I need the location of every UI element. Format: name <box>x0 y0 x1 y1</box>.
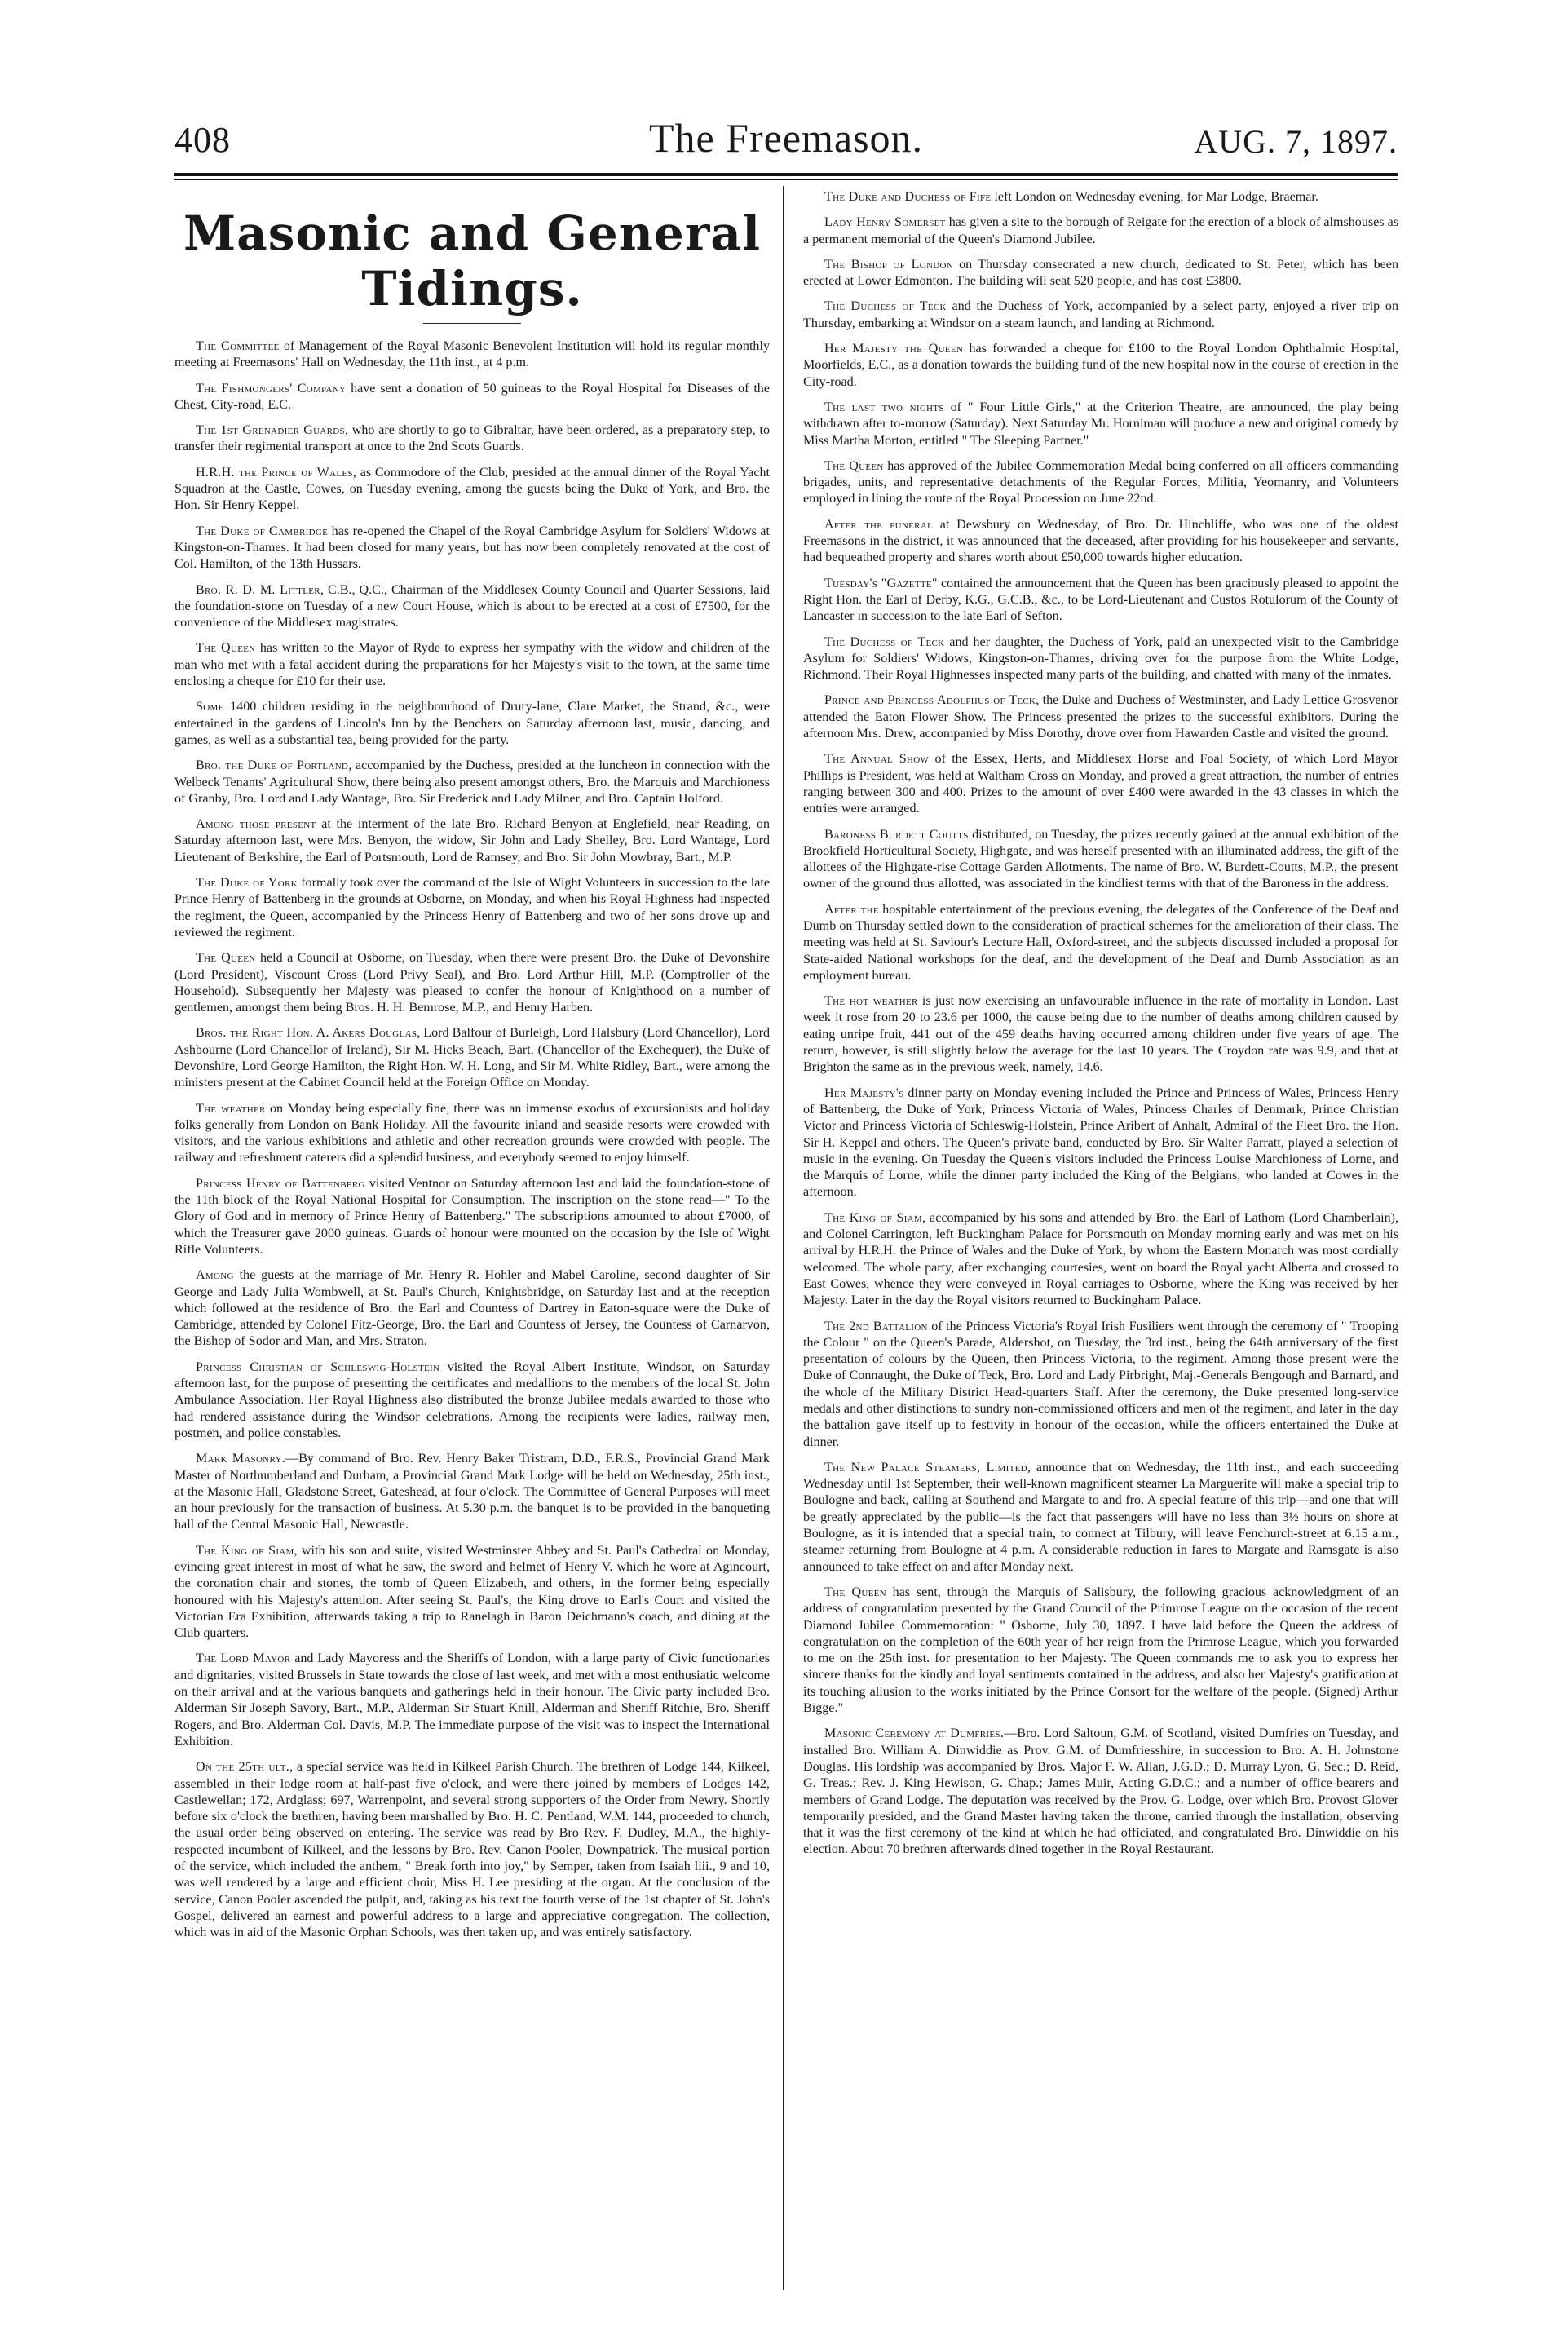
news-paragraph <box>803 827 1398 893</box>
paragraph-body: , accompanied by his sons and attended by Bro. the Earl of Lathom (Lord Chamberlain), and Colonel Carrington, left Buckingham Palace for Portsmouth on Monday morning early and was met on his arrival by H.R.H. the Prince of Wales and the Duke of York, by whom the Eastern Monarch was most cordially welcomed. The whole party, after exchanging courtesies, went on board the Royal yacht Alberta and crossed to East Cowes, whence they were conveyed in Royal carriages to Osborne, where the King was received by her Majesty. Later in the day the Royal visitors returned to Buckingham Palace. <box>803 1210 1399 1308</box>
paragraph-body: contained the announcement that the Queen has been graciously pleased to appoint the Right Hon. the Earl of Derby, K.G., G.C.B., &c., to be Lord-Lieutenant and Custos Rotulorum of the County of Lancaster in succession to the late Earl of Sefton. <box>803 576 1398 624</box>
paragraph-lead: The Fishmongers' Company <box>196 381 347 396</box>
paragraph-lead: The Duke of York <box>196 876 298 891</box>
paragraph-lead: After the funeral <box>824 517 934 532</box>
paragraph-body: formally took over the command of the Isle of Wight Volunteers in succession to the late Prince Henry of Battenberg in the grounds at Osborne, on Monday, and when his Royal Highness had inspected the regiment, the Queen, accompanied by the Princess Henry of Battenberg and two of her sons drove up and reviewed the regiment. <box>174 876 771 940</box>
paragraph-body: , Lord Balfour of Burleigh, Lord Halsbury (Lord Chancellor), Lord Ashbourne (Lord Chancellor of Ireland), Sir M. Hicks Beach, Bart. (Chancellor of the Exchequer), the Duke of Devonshire, Lord George Hamilton, the Right Hon. W. H. Long, and Sir M. White Ridley, Bart., were among the ministers present at the Cabinet Council held at the Foreign Office on Monday. <box>174 1026 770 1090</box>
paragraph-body: , accompanied by the Duchess, presided at the luncheon in connection with the Welbeck Tenants' Agricultural Show, there being also present amongst others, Bro. the Marquis and Marchioness of Granby, Bro. Lord and Lady Wantage, Bro. Sir Frederick and Lady Milner, and Bro. Captain Holford. <box>174 758 770 806</box>
news-paragraph <box>174 640 770 690</box>
paragraph-body: , a special service was held in Kilkeel Parish Church. The brethren of Lodge 144, Kilkeel, assembled in their lodge room at half-past five o'clock, and were there joined by members of Lodges 142, Castlewellan; 172, Ardglass; 697, Warrenpoint, and several strong supporters of the Order from Newry. Shortly before six o'clock the brethren, having been marshalled by Bro. H. C. Pentland, W.M. 144, proceeded to church, the usual order being observed on entering. The service was read by Bro Rev. F. Dudley, M.A., the highly-respected incumbent of Kilkeel, and the lessons by Bro. Rev. Canon Pooler, Downpatrick. The musical portion of the service, which included the anthem, " Break forth into joy," by Semper, taken from Isaiah liii., 9 and 10, was well rendered by a large and efficient choir, Miss H. Lee presiding at the organ. At the conclusion of the service, Canon Pooler ascended the pulpit, and, taking as his text the fourth verse of the 1st chapter of St. John's Gospel, delivered an earnest and powerful address to a large and appreciative congregation. The collection, which was in aid of the Masonic Orphan Schools, was then taken up, and was entirely satisfactory. <box>174 1760 770 1940</box>
paragraph-lead: After the <box>824 902 879 917</box>
news-paragraph <box>174 1543 770 1642</box>
paragraph-lead: The weather <box>196 1101 266 1116</box>
paragraph-lead: The 2nd Battalion <box>824 1319 928 1333</box>
paragraph-body: —Bro. Lord Saltoun, G.M. of Scotland, visited Dumfries on Tuesday, and installed Bro. William A. Dinwiddie as Prov. G.M. of Dumfriesshire, in succession to Bro. A. H. Johnstone Douglas. His lordship was accompanied by Bros. Major F. W. Allan, J.G.D.; D. Murray Lyon, G. Sec.; D. Reid, G. Treas.; Rev. J. King Hewison, G. Chap.; James Muir, Acting G.D.C.; and a number of office-bearers and members of Grand Lodge. The deputation was received by the Prov. G. Lodge, over which Bro. Provost Glover temporarily presided, and the Grand Master having taken the throne, carried through the installation, observing that it was the first ceremony of the kind at which he had officiated, and congratulated Bro. Dinwiddie on his election. About 70 brethren afterwards dined together in the Royal Restaurant. <box>803 1726 1398 1857</box>
news-paragraph <box>803 298 1398 332</box>
news-paragraph <box>803 1319 1398 1451</box>
paragraph-body: of the Princess Victoria's Royal Irish Fusiliers went through the ceremony of " Trooping the Colour " on the Queen's Parade, Aldershot, on Tuesday, the 3rd inst., being the 64th anniversary of the first presentation of colours by the Queen, then Princess Victoria, to the regiment. Among those present were the Duke of Connaught, the Duke of Teck, Bro. Lord and Lady Pirbright, Maj.-Generals Bengough and Barnard, and the whole of the Military District Head-quarters Staff. After the ceremony, the Duke presented long-service medals and other distinctions to sundry non-commissioned officers and men of the regiment, and later in the day the battalion gave itself up to festivity in honour of the occasion, while the officers entertained the Duke at dinner. <box>803 1319 1398 1449</box>
paragraph-lead: Bros. the Right Hon. A. Akers Douglas <box>196 1026 417 1041</box>
paragraph-lead: The Queen <box>824 1585 886 1599</box>
news-paragraph <box>174 699 770 749</box>
news-paragraph <box>174 1451 770 1533</box>
news-paragraph <box>803 1085 1398 1201</box>
masthead <box>174 114 1398 163</box>
paragraph-body: at the interment of the late Bro. Richard Benyon at Englefield, near Reading, on Saturday afternoon last, were Mrs. Benyon, the widow, Sir John and Lady Shelley, Bro. Lord Wantage, Lord Lieutenant of Berkshire, the Earl of Portsmouth, Lord de Ramsey, and Bro. Sir John Mowbray, Bart., M.P. <box>174 817 770 864</box>
news-paragraph <box>803 692 1398 742</box>
news-paragraph <box>803 1210 1398 1310</box>
paragraph-lead: Her Majesty the Queen <box>824 342 964 356</box>
paragraph-body: is just now exercising an unfavourable influence in the rate of mortality in London. Last week it rose from 20 to 23.6 per 1000, the cause being due to the number of deaths among children caused by eating unripe fruit, 441 out of the 459 deaths having occurred among children under five years of age. The return, however, is still slightly below the average for the last 10 years. The Croydon rate was 9.9, and that at Brighton the same as in the previous week, namely, 14.6. <box>803 994 1398 1075</box>
paper-title: The Freemason. <box>648 115 924 161</box>
paragraph-body: of Management of the Royal Masonic Benevolent Institution will hold its regular monthly meeting at Freemasons' Hall on Wednesday, the 11th inst., at 4 p.m. <box>174 339 770 370</box>
news-paragraph <box>174 582 770 632</box>
paragraph-body: on Thursday consecrated a new church, dedicated to St. Peter, which has been erected at Lower Edmonton. The building will seat 520 people, and has cost £3800. <box>803 257 1398 289</box>
news-paragraph <box>174 524 770 573</box>
news-paragraph <box>174 422 770 456</box>
page-number: 408 <box>174 120 231 160</box>
news-paragraph <box>803 458 1398 508</box>
column-divider <box>783 186 784 2290</box>
paragraph-body: , C.B., Q.C., Chairman of the Middlesex County Council and Quarter Sessions, laid the foundation-stone on Tuesday of a new Court House, which is about to be erected at a cost of £7500, for the convenience of the Middlesex magistrates. <box>174 582 770 630</box>
paragraph-lead: Lady Henry Somerset <box>824 215 946 230</box>
paragraph-lead: Mark Masonry. <box>196 1452 286 1466</box>
paragraph-body: on Monday being especially fine, there was an immense exodus of excursionists and holiday folks generally from London on Bank Holiday. All the favourite inland and seaside resorts were crowded with visitors, and the various exhibitions and athletic and other recreation grounds were crowded with people. The railway and refreshment caterers did a splendid business, and everybody seemed to enjoy himself. <box>174 1101 770 1165</box>
news-paragraph <box>803 400 1398 449</box>
paragraph-body: , who are shortly to go to Gibraltar, have been ordered, as a preparatory step, to transfer their regimental transport at once to the 2nd Scots Guards. <box>174 423 770 454</box>
paragraph-body: left London on Wednesday evening, for Mar Lodge, Braemar. <box>991 190 1318 204</box>
news-paragraph <box>174 1101 770 1167</box>
paragraph-lead: The Duke of Cambridge <box>196 524 329 538</box>
paragraph-body: visited Ventnor on Saturday afternoon last and laid the foundation-stone of the 11th block of the Royal National Hospital for Consumption. The inscription on the stone read—" To the Glory of God and in memory of Prince Henry of Battenberg." The subscriptions amounted to about £7000, of which the Treasurer gave 2000 guineas. Guards of honour were mounted on the occasion by the Isle of Wight Rifle Volunteers. <box>174 1176 770 1257</box>
news-paragraph <box>174 758 770 807</box>
news-paragraph <box>174 1360 770 1442</box>
news-paragraph <box>803 1585 1398 1717</box>
paragraph-body: has sent, through the Marquis of Salisbury, the following gracious acknowledgment of an address of congratulation presented by the Grand Council of the Primrose League on the occasion of the recent Diamond Jubilee Commemoration: " Osborne, July 30, 1897. I have laid before the Queen the address of congratulation on the completion of the 60th year of her reign from the Primrose League, which you forwarded to me on the 25th inst. for presentation to her Majesty. The Queen commands me to ask you to express her sincere thanks for the kindly and loyal sentiments contained in the address, and also her Majesty's gratification at its touching allusion to the works initiated by the Prince Consort for the welfare of the people. (Signed) Arthur Bigge." <box>803 1585 1398 1716</box>
paragraph-body: and Lady Mayoress and the Sheriffs of London, with a large party of Civic functionaries and dignitaries, visited Brussels in State towards the close of last week, and met with a most enthusiatic welcome on their arrival and at the various banquets and gatherings held in their honour. The Civic party included Bro. Alderman Sir Joseph Savory, Bart., M.P., Alderman Sir Stuart Knill, Alderman and Sheriff Ritchie, Bro. Sheriff Rogers, and Bro. Alderman Col. Davis, M.P. The immediate purpose of the visit was to inspect the International Exhibition. <box>174 1651 770 1749</box>
paragraph-body: the guests at the marriage of Mr. Henry R. Hohler and Mabel Caroline, second daughter of Sir George and Lady Julia Wombwell, at St. Paul's Church, Knightsbridge, on Saturday last and at the reception which followed at the residence of Bro. the Earl and Countess of Dartrey in Eaton-square were the Duke of Cambridge, attended by Colonel Fitz-George, Bro. the Earl and Countess of Jersey, the Countess of Carnarvon, the Bishop of Sodor and Man, and Mrs. Straton. <box>174 1268 770 1349</box>
news-paragraph <box>803 214 1398 248</box>
paragraph-lead: On the 25th ult. <box>196 1760 290 1775</box>
right-column-paragraphs <box>803 189 1398 1859</box>
paragraph-body: of the Essex, Herts, and Middlesex Horse and Foal Society, of which Lord Mayor Phillips is President, was held at Waltham Cross on Monday, and proved a great attraction, the number of entries ranging between 300 and 400. Prizes to the amount of over £400 were awarded in the 43 classes in which the entries were arranged. <box>803 752 1398 816</box>
paragraph-lead: Among <box>196 1268 234 1283</box>
news-paragraph <box>803 902 1398 984</box>
news-paragraph <box>803 751 1398 817</box>
paragraph-lead: The Bishop of London <box>824 257 953 272</box>
paragraph-lead: The Duchess of Teck <box>824 299 947 314</box>
news-paragraph <box>174 1759 770 1941</box>
paragraph-lead: Baroness Burdett Coutts <box>824 827 969 842</box>
paragraph-body: has approved of the Jubilee Commemoration Medal being conferred on all officers commanding brigades, units, and representative detachments of the Regular Forces, Militia, Yeomanry, and Volunteers employed in lining the route of the Royal Procession on June 22nd. <box>803 458 1399 506</box>
news-paragraph <box>174 1651 770 1750</box>
right-column <box>803 189 1398 1868</box>
paragraph-lead: Masonic Ceremony at Dumfries. <box>824 1726 1005 1741</box>
paragraph-body: hospitable entertainment of the previous evening, the delegates of the Conference of the Deaf and Dumb on Thursday settled down to the consideration of practical schemes for the amelioration of their class. The meeting was held at St. Saviour's Lecture Hall, Oxford-street, and the subjects discussed included a proposal for State-aided National workshops for the deaf, and the development of the Deaf and Dumb Association as an employment bureau. <box>803 902 1399 983</box>
headline-rule <box>423 323 521 324</box>
paragraph-body: at Dewsbury on Wednesday, of Bro. Dr. Hinchliffe, who was one of the oldest Freemasons in the district, it was announced that the deceased, after providing for his housekeeper and servants, had bequeathed property and shares worth about £50,000 towards higher education. <box>803 517 1398 565</box>
paragraph-body: has given a site to the borough of Reigate for the erection of a block of almshouses as a permanent memorial of the Queen's Diamond Jubilee. <box>803 215 1399 246</box>
news-paragraph <box>803 257 1398 290</box>
paragraph-body: distributed, on Tuesday, the prizes recently gained at the annual exhibition of the Brookfield Horticultural Society, Highgate, and was herself presented with an illuminated address, the gift of the allottees of the Highgate-rise Cottage Garden Allotments. The name of Bro. W. Burdett-Coutts, M.P., the present owner of the ground thus allotted, was associated in the kindliest terms with that of the Baroness in the address. <box>803 827 1398 891</box>
masthead-rule-thick <box>174 173 1398 176</box>
paragraph-lead: The King of Siam <box>196 1543 294 1558</box>
paragraph-lead: Tuesday's "Gazette" <box>824 576 938 590</box>
news-paragraph <box>803 576 1398 626</box>
paragraph-body: dinner party on Monday evening included the Prince and Princess of Wales, Princess Henry of Battenberg, the Duke of York, Princess Victoria of Wales, Princess Charles of Denmark, Prince Christian Victor and Princess Victoria of Schleswig-Holstein, Prince Aribert of Anhalt, Admiral of the Fleet Bro. the Hon. Sir H. Keppel and others. The Queen's private band, conducted by Bro. Sir Walter Parratt, played a selection of music in the evening. On Tuesday the Queen's visitors included the Princess Louise Marchioness of Lorne, and the Marquis of Lorne, while the dinner party included the King of the Belgians, who landed at Cowes in the afternoon. <box>803 1085 1398 1200</box>
paragraph-lead: The Committee <box>196 339 280 353</box>
left-column-paragraphs <box>174 338 770 1942</box>
left-column <box>174 189 770 1951</box>
paragraph-body: has written to the Mayor of Ryde to express her sympathy with the widow and children of the man who met with a fatal accident during the preparations for her Majesty's visit to the town, at the same time enclosing a cheque for £10 for their use. <box>174 641 770 689</box>
paragraph-lead: Princess Christian of Schleswig-Holstein <box>196 1360 440 1374</box>
news-paragraph <box>174 381 770 414</box>
paragraph-lead: Bro. R. D. M. Littler <box>196 582 320 597</box>
paragraph-lead: Her Majesty's <box>824 1085 904 1100</box>
paragraph-body: visited the Royal Albert Institute, Windsor, on Saturday afternoon last, for the purpose of presenting the certificates and medallions to the members of the local St. John Ambulance Association. Her Royal Highness also distributed the bronze Jubilee medals awarded to those who had rendered assistance during the Windsor celebrations. Among the recipients were ladies, railway men, postmen, and police constables. <box>174 1360 771 1440</box>
news-paragraph <box>174 338 770 372</box>
paragraph-body: and the Duchess of York, accompanied by a select party, enjoyed a river trip on Thursday, embarking at Windsor on a steam launch, and landing at Richmond. <box>803 299 1399 330</box>
paragraph-body: , with his son and suite, visited Westminster Abbey and St. Paul's Cathedral on Monday, evincing great interest in most of what he saw, the sword and helmet of Henry V. which he wore at Agincourt, the coronation chair and stones, the tomb of Queen Elizabeth, and others, in the former being especially honoured with his Majesty's attention. After seeing St. Paul's, the King drove to Earl's Court and visited the Victorian Era Exhibition, afterwards taking a trip to Ranelagh in Baron Deichmann's coach, and dining at the Club quarters. <box>174 1543 770 1641</box>
paragraph-lead: The New Palace Steamers, Limited <box>824 1460 1027 1474</box>
paragraph-lead: The Annual Show <box>824 752 930 767</box>
paragraph-lead: Princess Henry of Battenberg <box>196 1176 365 1191</box>
paragraph-body: of " Four Little Girls," at the Criterion Theatre, are announced, the play being withdrawn after to-morrow (Saturday). Next Saturday Mr. Horniman will produce a new and original comedy by Miss Martha Morton, entitled " The Sleeping Partner." <box>803 400 1398 448</box>
paragraph-body: , the Duke and Duchess of Westminster, and Lady Lettice Grosvenor attended the Eaton Flower Show. The Princess presented the prizes to the successful exhibitors. During the afternoon Mrs. Drew, accompanied by Miss Dorothy, drove over from Hawarden Castle and visited the ground. <box>803 693 1398 741</box>
paragraph-lead: The hot weather <box>824 994 918 1009</box>
paragraph-lead: Bro. the Duke of Portland <box>196 758 349 773</box>
news-paragraph <box>174 950 770 1016</box>
paragraph-lead: Prince and Princess Adolphus of Teck <box>824 693 1036 708</box>
paragraph-lead: The Lord Mayor <box>196 1651 291 1666</box>
paragraph-body: held a Council at Osborne, on Tuesday, when there were present Bro. the Duke of Devonshire (Lord President), Viscount Cross (Lord Privy Seal), and Bro. Lord Arthur Hill, M.P. (Comptroller of the Household). Subsequently her Majesty was pleased to confer the honour of Knighthood on a number of gentlemen, amongst them being Bros. H. H. Bemrose, M.P., and Henry Harben. <box>174 951 770 1015</box>
paragraph-lead: The Queen <box>196 641 256 656</box>
paragraph-body: have sent a donation of 50 guineas to the Royal Hospital for Diseases of the Chest, City-road, E.C. <box>174 381 770 412</box>
paragraph-body: , as Commodore of the Club, presided at the annual dinner of the Royal Yacht Squadron at the Castle, Cowes, on Tuesday evening, among the guests being the Duke of York, and Bro. the Hon. Sir Henry Keppel. <box>174 465 770 513</box>
masthead-rule-thin <box>174 179 1398 180</box>
paragraph-lead: The 1st Grenadier Guards <box>196 423 345 438</box>
news-paragraph <box>803 993 1398 1076</box>
paragraph-body: and her daughter, the Duchess of York, paid an unexpected visit to the Cambridge Asylum for Soldiers' Widows, Kingston-on-Thames, driving over for the purpose from the White Lodge, Richmond. Their Royal Highnesses inspected many parts of the building, and chatted with many of the inmates. <box>803 634 1399 683</box>
news-paragraph <box>174 875 770 941</box>
paragraph-lead: The last two nights <box>824 400 944 414</box>
news-paragraph <box>803 634 1398 684</box>
news-paragraph <box>174 1267 770 1350</box>
paragraph-lead: The Queen <box>196 951 256 966</box>
paragraph-lead: The Duchess of Teck <box>824 634 945 649</box>
paragraph-body: 1400 children residing in the neighbourhood of Drury-lane, Clare Market, the Strand, &c., were entertained in the gardens of Lincoln's Inn by the Benchers on Saturday afternoon last, music, dancing, and games, as well as a substantial tea, being provided for the party. <box>174 700 770 747</box>
news-paragraph <box>803 189 1398 206</box>
paragraph-body: —By command of Bro. Rev. Henry Baker Tristram, D.D., F.R.S., Provincial Grand Mark Master of Northumberland and Durham, a Provincial Grand Mark Lodge will be held on Wednesday, 25th inst., at the Masonic Hall, Gladstone Street, Gateshead, at four o'clock. The Committee of General Purposes will meet an hour previously for the transaction of business. At 5.30 p.m. the banquet is to be provided in the banqueting hall of the Central Masonic Hall, Newcastle. <box>174 1452 770 1532</box>
paragraph-lead: The King of Siam <box>824 1210 922 1225</box>
news-paragraph <box>174 816 770 866</box>
news-paragraph <box>803 341 1398 391</box>
paragraph-lead: H.R.H. the Prince of Wales <box>196 465 353 480</box>
section-headline: Masonic and General Tidings. <box>183 206 761 316</box>
issue-date: AUG. 7, 1897. <box>1194 123 1398 160</box>
paragraph-lead: Among those present <box>196 817 316 832</box>
paragraph-lead: The Queen <box>824 458 884 473</box>
news-paragraph <box>803 1460 1398 1576</box>
news-paragraph <box>803 517 1398 567</box>
news-paragraph <box>174 465 770 515</box>
paragraph-lead: The Duke and Duchess of Fife <box>824 190 992 204</box>
paragraph-lead: Some <box>196 700 224 714</box>
news-paragraph <box>174 1025 770 1091</box>
news-paragraph <box>803 1726 1398 1858</box>
news-paragraph <box>174 1176 770 1258</box>
paragraph-body: has re-opened the Chapel of the Royal Cambridge Asylum for Soldiers' Widows at Kingston-on-Thames. It had been closed for many years, but has now been completely renovated at the cost of Col. Hamilton, of the 13th Hussars. <box>174 524 770 572</box>
paragraph-body: has forwarded a cheque for £100 to the Royal London Ophthalmic Hospital, Moorfields, E.C., as a donation towards the building fund of the new hospital now in the course of erection in the City-road. <box>803 342 1398 389</box>
paragraph-body: , announce that on Wednesday, the 11th inst., and each succeeding Wednesday until 1st September, their well-known magnificent steamer La Marguerite will make a special trip to Boulogne and back, calling at Southend and Margate to and fro. A special feature of this trip—and one that will be greatly appreciated by the public—is the fact that passengers will have no less than 3½ hours on shore at Boulogne, as it is intended that a special train, to connect at Tilbury, will leave Fenchurch-street at 6.15 a.m., steamer returning from Boulogne at 4 p.m. A considerable reduction in fares to Margate and Ramsgate is also announced to take effect on and after Monday next. <box>803 1460 1398 1574</box>
